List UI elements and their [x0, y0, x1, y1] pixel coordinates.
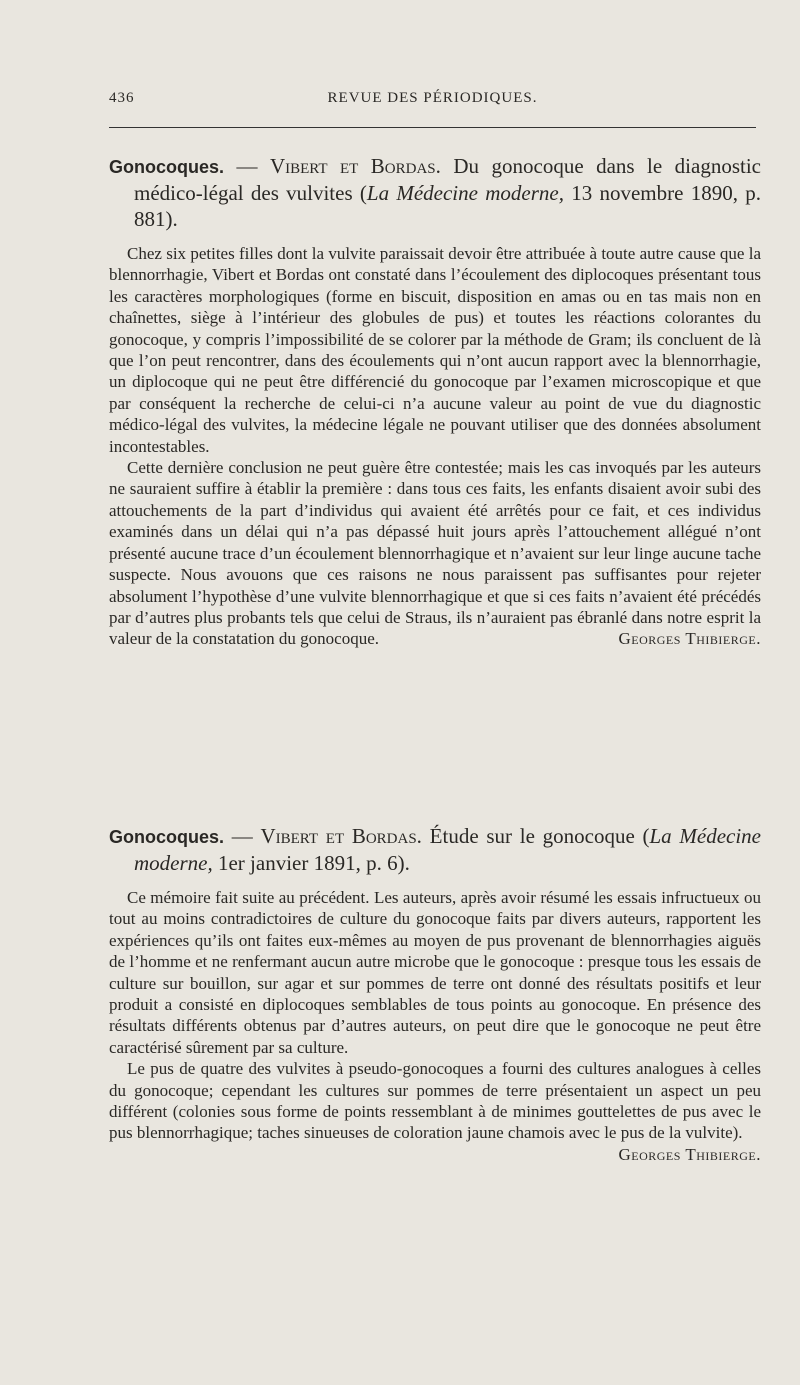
article-paragraph: Chez six petites filles dont la vulvite paraissait devoir être attribuée à toute autre cause que la blennorrhagie, Vibert et Bordas ont constaté dans l’écoulement des diplocoques présentant tous les caractères morphologiques (forme en biscuit, disposition en amas ou en tas mais non en chaînettes, siège à l’intérieur des globules de pus) et toutes les réactions colorantes du gonocoque, y compris l’impossibilité de se colorer par la méthode de Gram; ils concluent de là que l’on peut rencontrer, dans des écoulements qui n’ont aucun rapport avec la blennorrhagie, un diplocoque qui ne peut être différencié du gonocoque par l’examen microscopique et que par conséquent la recherche de celui-ci n’a aucune valeur au point de vue du diagnostic médico-légal des vulvites, la médecine légale ne pouvant utiliser que des données absolument incontestables.: [109, 244, 761, 456]
page-number: 436: [109, 90, 135, 106]
article-dash: —: [224, 824, 261, 848]
article-review-2: [109, 823, 761, 1165]
signature: Georges Thibierge.: [618, 629, 761, 649]
article-topic: Gonocoques.: [109, 157, 225, 177]
article-heading: [109, 823, 761, 876]
running-title: REVUE DES PÉRIODIQUES.: [327, 90, 538, 106]
article-paragraph: Ce mémoire fait suite au précédent. Les auteurs, après avoir résumé les essais infructueux ou tout au moins contradictoires de culture du gonocoque faits par divers auteurs, rapportent les expériences qu’ils ont faites eux-mêmes au moyen de pus provenant de blennorrhagies aiguës de l’homme et ne renfermant aucun autre microbe que le gonocoque : presque tous les essais de culture sur bouillon, sur agar et sur pommes de terre ont donné des résultats positifs et leur produit a consisté en diplocoques semblables de tous points au gonocoque. En présence des résultats différents obtenus par d’autres auteurs, on peut dire que le gonocoque ne peut être caractérisé sûrement par sa culture.: [109, 888, 761, 1057]
article-heading: [109, 153, 761, 232]
signature: Georges Thibierge.: [618, 1144, 761, 1164]
article-journal: La Médecine moderne,: [366, 181, 564, 205]
running-header: [109, 88, 756, 114]
article-review-1: [109, 153, 761, 650]
paragraph-text: Le pus de quatre des vulvites à pseudo-gonocoques a fourni des cultures analogues à celles du gonocoque; cependant les cultures sur pommes de terre présentaient un aspect un peu différent (colonies sous forme de points ressemblant à de minimes gouttelettes de pus avec le pus blennorrhagique; taches sinueuses de coloration jaune chamois avec le pus de la vulvite).: [109, 1059, 761, 1143]
article-topic: Gonocoques.: [109, 827, 225, 847]
article-title: Étude sur le gonocoque (: [421, 824, 650, 848]
article-authors: Vibert et Bordas.: [269, 154, 441, 178]
article-dash: —: [224, 154, 270, 178]
paragraph-text: Cette dernière conclusion ne peut guère être contestée; mais les cas invoqués par les auteurs ne sauraient suffire à établir la première : dans tous ces faits, les enfants disaient avoir subi des attouchements de la part d’individus qui avaient été arrêtés pour ce fait, et ces individus examinés dans un délai qui n’a pas dépassé huit jours après l’attouchement allégué n’ont présenté aucune trace d’un écoulement blennorrhagique et n’avaient sur leur linge aucune tache suspecte. Nous avouons que ces raisons ne nous paraissent pas suffisantes pour rejeter absolument l’hypothèse d’une vulvite blennorrhagique et que si ces faits n’avaient été précédés par d’autres plus probants tels que celui de Straus, ils n’auraient pas ébranlé dans notre esprit la valeur de la constatation du gonocoque.: [109, 458, 761, 649]
header-rule: [109, 127, 756, 128]
article-citation: 1er janvier 1891, p. 6).: [212, 851, 410, 875]
article-paragraph: [109, 1058, 761, 1164]
article-authors: Vibert et Bordas.: [260, 824, 422, 848]
article-journal: La Médecine moderne,: [134, 824, 761, 875]
article-title: Du gonocoque dans le diagnostic médico-légal des vulvites (: [134, 154, 761, 205]
article-citation: 13 novembre 1890, p. 881).: [134, 181, 761, 231]
article-paragraph: [109, 457, 761, 650]
